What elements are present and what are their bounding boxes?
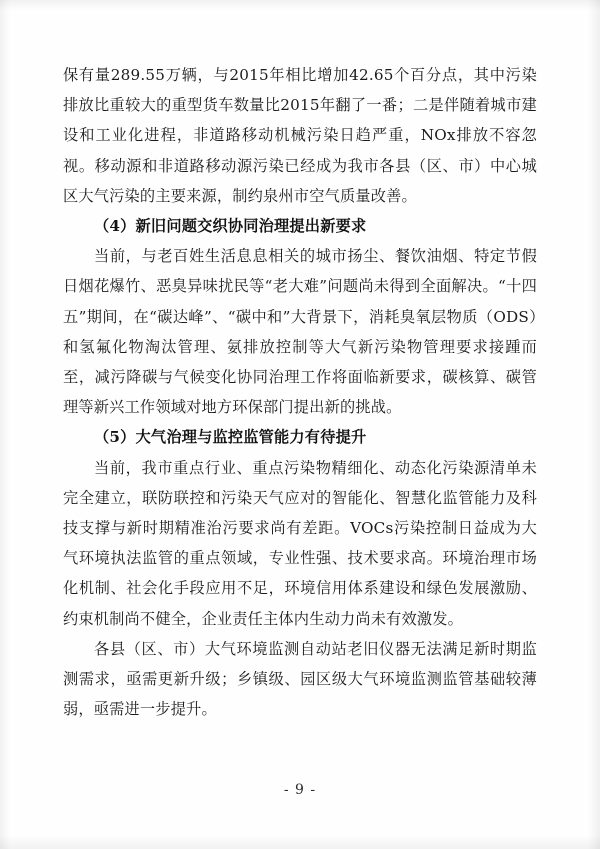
body-paragraph: 各县（区、市）大气环境监测自动站老旧仪器无法满足新时期监测需求，亟需更新升级；乡镇级、园区级大气环境监测监管基础较薄弱，亟需进一步提升。: [63, 639, 537, 719]
section-heading: （5）大气治理与监控监管能力有待提升: [94, 428, 367, 447]
body-paragraph: 保有量289.55万辆，与2015年相比增加42.65个百分点，其中污染排放比重较大的重型货车数量比2015年翻了一番；二是伴随着城市建设和工业化进程，非道路移动机械污染日趋严重，NOx排放不容忽视。移动源和非道路移动源污染已经成为我市各县（区、市）中心城区大气污染的主要来源，制约泉州市空气质量改善。: [63, 66, 537, 205]
scan-edge-bottom: [0, 835, 600, 849]
document-body: [63, 60, 537, 724]
body-paragraph: 当前，我市重点行业、重点污染物精细化、动态化污染源清单未完全建立，联防联控和污染天气应对的智能化、智慧化监管能力及科技支撑与新时期精准治污要求尚有差距。VOCs污染控制日益成为大气环境执法监管的重点领域，专业性强、技术要求高。环境治理市场化机制、社会化手段应用不足，环境信用体系建设和绿色发展激励、约束机制尚不健全，企业责任主体内生动力尚未有效激发。: [63, 458, 537, 628]
scan-edge-left: [0, 0, 10, 849]
scan-edge-top: [0, 0, 600, 10]
section-heading: （4）新旧问题交织协同治理提出新要求: [94, 217, 367, 236]
scan-edge-right: [588, 0, 600, 849]
body-paragraph: 当前，与老百姓生活息息相关的城市扬尘、餐饮油烟、特定节假日烟花爆竹、恶臭异味扰民等“老大难”问题尚未得到全面解决。“十四五”期间，在“碳达峰”、“碳中和”大背景下，消耗臭氧层物质（ODS）和氢氟化物淘汰管理、氨排放控制等大气新污染物管理要求接踵而至，减污降碳与气候变化协同治理工作将面临新要求，碳核算、碳管理等新兴工作领域对地方环保部门提出新的挑战。: [63, 247, 537, 417]
page-number: - 9 -: [283, 782, 317, 798]
